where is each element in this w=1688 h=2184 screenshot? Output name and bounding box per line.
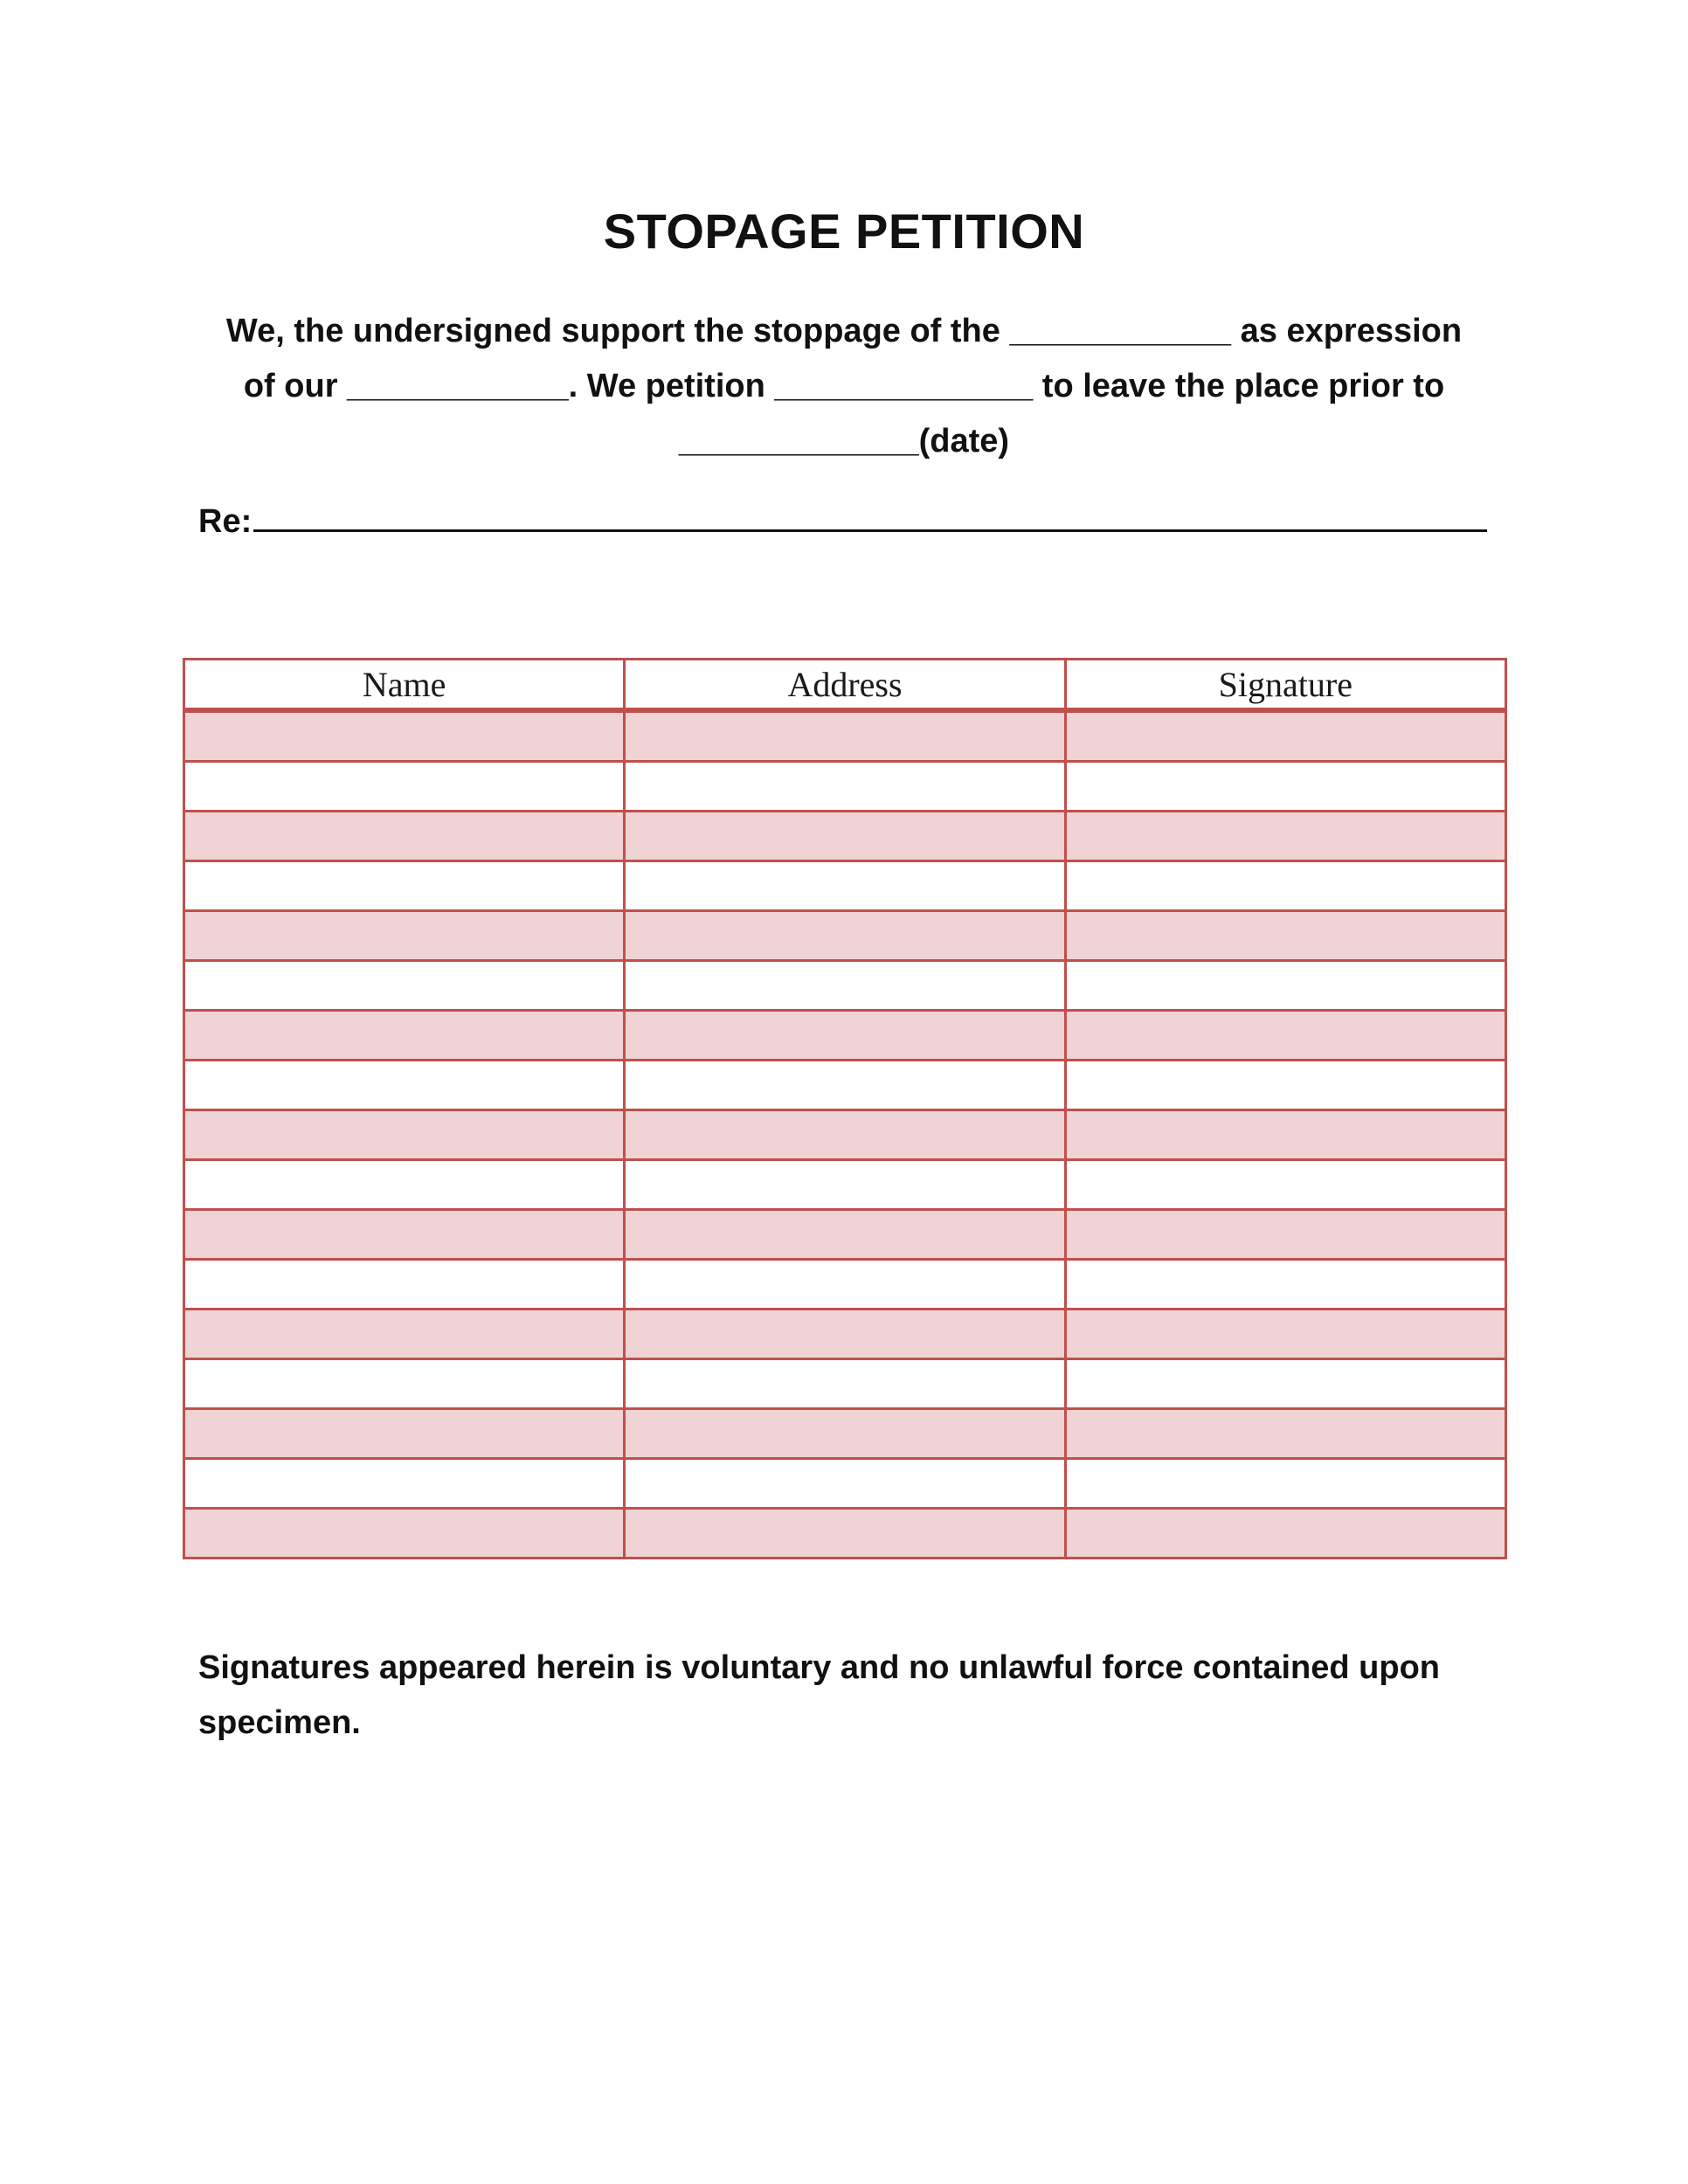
signature-cell[interactable] (1065, 1110, 1505, 1160)
table-row (184, 1310, 1506, 1359)
address-cell[interactable] (625, 1061, 1065, 1110)
table-row (184, 762, 1506, 812)
signature-table-body (184, 710, 1506, 1559)
signature-cell[interactable] (1065, 812, 1505, 861)
table-row (184, 911, 1506, 961)
address-cell[interactable] (625, 762, 1065, 812)
table-row (184, 1409, 1506, 1459)
name-cell[interactable] (184, 1409, 625, 1459)
signature-cell[interactable] (1065, 1509, 1505, 1559)
regarding-label: Re: (198, 503, 253, 540)
address-cell[interactable] (625, 812, 1065, 861)
signature-cell[interactable] (1065, 1061, 1505, 1110)
table-row (184, 1210, 1506, 1260)
address-cell[interactable] (625, 911, 1065, 961)
address-cell[interactable] (625, 1260, 1065, 1310)
name-cell[interactable] (184, 1459, 625, 1509)
signature-cell[interactable] (1065, 961, 1505, 1011)
address-cell[interactable] (625, 1359, 1065, 1409)
signature-cell[interactable] (1065, 1011, 1505, 1061)
table-row (184, 1459, 1506, 1509)
signature-cell[interactable] (1065, 1210, 1505, 1260)
name-cell[interactable] (184, 1310, 625, 1359)
name-cell[interactable] (184, 1011, 625, 1061)
voluntary-disclaimer: Signatures appeared herein is voluntary and no unlawful force contained upon specimen. (198, 1649, 1440, 1741)
table-header-row (184, 660, 1506, 711)
address-cell[interactable] (625, 861, 1065, 911)
signature-table (183, 658, 1507, 1559)
address-cell[interactable] (625, 710, 1065, 762)
signature-cell[interactable] (1065, 911, 1505, 961)
table-row (184, 861, 1506, 911)
table-row (184, 710, 1506, 762)
name-cell[interactable] (184, 1359, 625, 1409)
table-row (184, 812, 1506, 861)
address-cell[interactable] (625, 1310, 1065, 1359)
signature-cell[interactable] (1065, 1459, 1505, 1509)
statement-line-2: of our ____________. We petition ______________ to leave the place prior to (243, 368, 1445, 404)
signature-cell[interactable] (1065, 1409, 1505, 1459)
name-cell[interactable] (184, 710, 625, 762)
table-row (184, 1359, 1506, 1409)
signature-cell[interactable] (1065, 762, 1505, 812)
name-cell[interactable] (184, 762, 625, 812)
table-row (184, 1110, 1506, 1160)
name-cell[interactable] (184, 1160, 625, 1210)
address-cell[interactable] (625, 961, 1065, 1011)
address-cell[interactable] (625, 1210, 1065, 1260)
name-cell[interactable] (184, 812, 625, 861)
signature-cell[interactable] (1065, 1160, 1505, 1210)
statement-line-3: _____________(date) (678, 423, 1010, 460)
column-header-address: Address (625, 660, 1065, 711)
signature-cell[interactable] (1065, 710, 1505, 762)
name-cell[interactable] (184, 1509, 625, 1559)
address-cell[interactable] (625, 1011, 1065, 1061)
name-cell[interactable] (184, 861, 625, 911)
name-cell[interactable] (184, 961, 625, 1011)
address-cell[interactable] (625, 1160, 1065, 1210)
page-title: STOPAGE PETITION (603, 204, 1085, 259)
regarding-blank-field[interactable] (253, 496, 1487, 532)
address-cell[interactable] (625, 1409, 1065, 1459)
table-row (184, 1160, 1506, 1210)
name-cell[interactable] (184, 1260, 625, 1310)
address-cell[interactable] (625, 1509, 1065, 1559)
table-row (184, 1509, 1506, 1559)
column-header-signature: Signature (1065, 660, 1505, 711)
table-row (184, 1011, 1506, 1061)
statement-line-1: We, the undersigned support the stoppage of the ____________ as expression (225, 313, 1463, 349)
name-cell[interactable] (184, 1110, 625, 1160)
column-header-name: Name (184, 660, 625, 711)
signature-cell[interactable] (1065, 861, 1505, 911)
name-cell[interactable] (184, 911, 625, 961)
signature-cell[interactable] (1065, 1260, 1505, 1310)
name-cell[interactable] (184, 1210, 625, 1260)
signature-cell[interactable] (1065, 1359, 1505, 1409)
address-cell[interactable] (625, 1459, 1065, 1509)
petition-statement (192, 304, 1496, 469)
table-row (184, 1061, 1506, 1110)
address-cell[interactable] (625, 1110, 1065, 1160)
table-row (184, 1260, 1506, 1310)
regarding-line (198, 496, 1491, 543)
signature-cell[interactable] (1065, 1310, 1505, 1359)
table-row (184, 961, 1506, 1011)
name-cell[interactable] (184, 1061, 625, 1110)
